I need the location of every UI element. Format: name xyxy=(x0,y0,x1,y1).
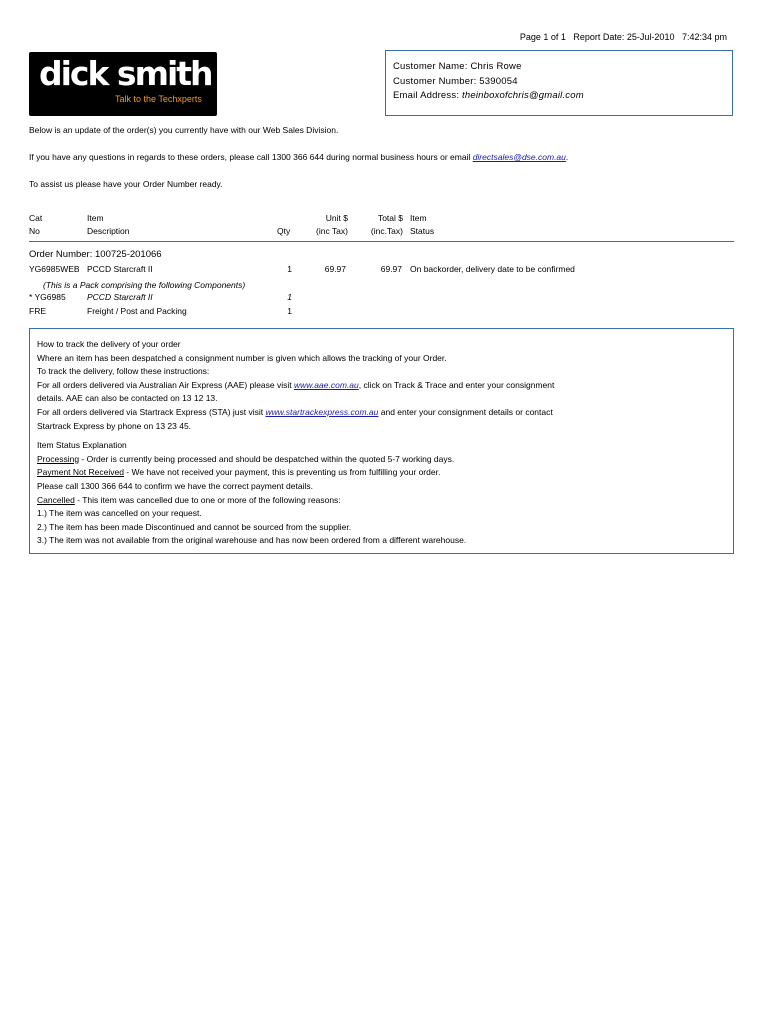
order-number-label: Order Number: xyxy=(29,249,93,260)
processing-line xyxy=(37,453,733,467)
row-qty: 1 xyxy=(287,264,292,274)
intro-line-2-text: If you have any questions in regards to these orders, please call 1300 366 644 during normal business hours or email xyxy=(29,152,473,162)
aae-line-2: details. AAE can also be contacted on 13 12 13. xyxy=(37,393,218,404)
col-header-cat-line2: No xyxy=(29,226,40,236)
payment-not-received-term: Payment Not Received xyxy=(37,467,124,478)
row-status: On backorder, delivery date to be confirmed xyxy=(410,264,575,274)
col-header-status xyxy=(410,212,434,238)
report-time: 7:42:34 pm xyxy=(681,32,727,42)
intro-line-2 xyxy=(29,152,568,162)
customer-name: Chris Rowe xyxy=(470,61,522,72)
aae-line xyxy=(37,379,733,393)
customer-number: 5390054 xyxy=(479,75,518,87)
row-cat: YG6985WEB xyxy=(29,264,80,274)
col-header-total-line2: (inc.Tax) xyxy=(370,226,403,236)
col-header-total-line1: Total $ xyxy=(377,213,403,223)
sta-line-2: Startrack Express by phone on 13 23 45. xyxy=(37,420,192,431)
track-line-2: To track the delivery, follow these instructions: xyxy=(37,366,210,377)
customer-name-label: Customer Name: xyxy=(393,61,468,72)
page-indicator: Page 1 of 1 xyxy=(519,32,566,42)
table-header-rule xyxy=(29,241,734,242)
cancelled-text: - This item was cancelled due to one or more of the following reasons: xyxy=(74,494,341,505)
component-desc: PCCD Starcraft II xyxy=(87,292,153,302)
cancel-reason-3: 3.) The item was not available from the original warehouse and has now been ordered from a different warehouse. xyxy=(37,535,467,546)
pack-note: (This is a Pack comprising the following Components) xyxy=(43,280,246,290)
intro-line-2-end: . xyxy=(565,152,569,162)
col-header-status-line1: Item xyxy=(410,213,427,223)
report-date: 25-Jul-2010 xyxy=(626,32,675,42)
col-header-cat xyxy=(29,212,42,238)
intro-line-1: Below is an update of the order(s) you currently have with our Web Sales Division. xyxy=(29,125,339,135)
cancelled-term: Cancelled xyxy=(37,494,75,505)
report-date-label: Report Date: xyxy=(573,32,625,42)
customer-number-row xyxy=(393,75,732,90)
order-number-row xyxy=(29,249,162,260)
report-header xyxy=(520,32,727,42)
status-title: Item Status Explanation xyxy=(37,440,127,451)
sta-text: For all orders delivered via Startrack Express (STA) just visit xyxy=(37,406,266,417)
startrack-link[interactable]: www.startrackexpress.com.au xyxy=(265,406,379,417)
col-header-unit-line2: (inc Tax) xyxy=(316,226,348,236)
component-qty: 1 xyxy=(287,292,292,302)
payment-not-received-text: - We have not received your payment, this is preventing us from fulfilling your order. xyxy=(123,467,441,478)
col-header-item-line1: Item xyxy=(87,213,104,223)
logo-tagline: Talk to the Techxperts xyxy=(115,94,202,104)
processing-text: - Order is currently being processed and should be despatched within the quoted 5-7 working days. xyxy=(79,453,455,464)
order-number: 100725-201066 xyxy=(95,249,162,260)
row-total: 69.97 xyxy=(380,264,402,274)
customer-name-row xyxy=(393,60,732,75)
customer-email-label: Email Address: xyxy=(393,90,460,101)
logo-wordmark: dick smith xyxy=(39,54,212,93)
freight-qty: 1 xyxy=(287,306,292,316)
col-header-item xyxy=(87,212,130,238)
col-header-unit xyxy=(300,212,348,238)
cancelled-line xyxy=(37,494,733,508)
info-box xyxy=(29,328,734,554)
col-header-unit-line1: Unit $ xyxy=(325,213,348,223)
intro-line-3: To assist us please have your Order Number ready. xyxy=(29,179,223,189)
cancel-reason-1: 1.) The item was cancelled on your request. xyxy=(37,508,202,519)
dick-smith-logo xyxy=(29,52,217,116)
col-header-cat-line1: Cat xyxy=(29,213,43,223)
col-header-status-line2: Status xyxy=(410,226,435,236)
freight-cat: FRE xyxy=(29,306,46,316)
sta-line xyxy=(37,406,733,420)
customer-number-label: Customer Number: xyxy=(393,75,477,87)
cancel-reason-2: 2.) The item has been made Discontinued and cannot be sourced from the supplier. xyxy=(37,521,352,532)
customer-email: theinboxofchris@gmail.com xyxy=(462,90,584,101)
customer-email-row xyxy=(393,89,732,104)
payment-not-received-line-2: Please call 1300 366 644 to confirm we have the correct payment details. xyxy=(37,480,313,491)
aae-link[interactable]: www.aae.com.au xyxy=(294,379,359,390)
component-cat: * YG6985 xyxy=(29,292,66,302)
row-unit: 69.97 xyxy=(324,264,346,274)
col-header-total xyxy=(356,212,403,238)
freight-desc: Freight / Post and Packing xyxy=(87,306,187,316)
col-header-qty: Qty xyxy=(277,226,291,236)
aae-text: For all orders delivered via Australian Air Express (AAE) please visit xyxy=(37,379,294,390)
sta-text-end: and enter your consignment details or contact xyxy=(378,406,553,417)
col-header-item-line2: Description xyxy=(87,226,130,236)
row-desc: PCCD Starcraft II xyxy=(87,264,153,274)
payment-not-received-line xyxy=(37,466,733,480)
processing-term: Processing xyxy=(37,453,80,464)
track-title: How to track the delivery of your order xyxy=(37,339,181,349)
direct-sales-email-link[interactable]: directsales@dse.com.au xyxy=(472,152,566,162)
customer-details-box xyxy=(385,50,733,116)
aae-text-end: , click on Track & Trace and enter your consignment xyxy=(358,379,555,390)
track-line-1: Where an item has been despatched a consignment number is given which allows the tracking of your Order. xyxy=(37,352,447,363)
